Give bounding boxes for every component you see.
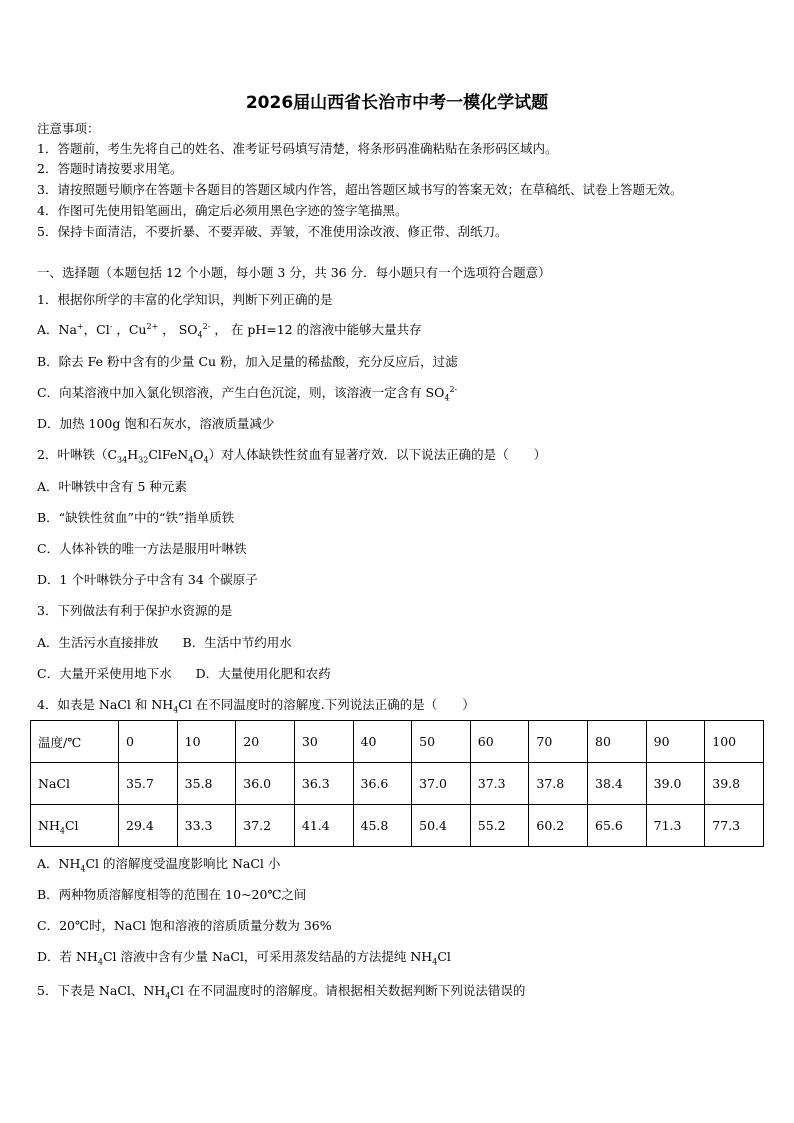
row-label-nacl: NaCl — [31, 763, 119, 805]
question-3-options-cd — [37, 666, 331, 682]
question-2-option-d: D．1 个叶啉铁分子中含有 34 个碳原子 — [37, 572, 258, 587]
table-cell: 70 — [529, 721, 588, 763]
page-title: 2026届山西省长治市中考一模化学试题 — [245, 93, 549, 113]
question-3-option-a: A．生活污水直接排放 — [37, 635, 159, 650]
table-row-temperature — [31, 721, 764, 763]
table-cell: 20 — [236, 721, 295, 763]
question-2-option-b: B．“缺铁性贫血”中的“铁”指单质铁 — [37, 510, 235, 525]
question-1-option-a: A．Na+，Cl- ，$Cu^{2+}$ ， $SO_4^{2-}$ ， 在 pH=12 的溶液中能够大量共存 — [37, 321, 422, 340]
question-1-option-d: D．加热 100g 饱和石灰水，溶液质量减少 — [37, 416, 275, 431]
table-cell: 36.0 — [236, 763, 295, 805]
table-cell: 37.2 — [236, 805, 295, 847]
table-cell: 80 — [588, 721, 647, 763]
question-1-option-b: B．除去 Fe 粉中含有的少量 Cu 粉，加入足量的稀盐酸，充分反应后，过滤 — [37, 354, 458, 369]
table-cell: 10 — [177, 721, 236, 763]
question-4-stem: 4．如表是 NaCl 和 $NH_4Cl$ 在不同温度时的溶解度.下列说法正确的是（ ） — [37, 697, 475, 715]
table-cell: 37.0 — [412, 763, 471, 805]
table-cell: 37.3 — [470, 763, 529, 805]
table-row-nacl — [31, 763, 764, 805]
table-cell: 60 — [470, 721, 529, 763]
question-3-option-b: B．生活中节约用水 — [182, 635, 292, 650]
table-cell: 41.4 — [294, 805, 353, 847]
table-cell: 71.3 — [646, 805, 705, 847]
question-2-option-a: A．叶啉铁中含有 5 种元素 — [37, 479, 187, 494]
question-4-option-d: D．若 $NH_4Cl$ 溶液中含有少量 NaCl，可采用蒸发结晶的方法提纯 $NH_4Cl$ — [37, 949, 451, 967]
table-cell: 30 — [294, 721, 353, 763]
solubility-table — [30, 720, 764, 847]
question-1-stem: 1．根据你所学的丰富的化学知识，判断下列正确的是 — [37, 292, 333, 307]
row-label-nh4cl: $NH_4Cl$ — [31, 805, 119, 847]
table-cell: 55.2 — [470, 805, 529, 847]
question-5-stem: 5．下表是 NaCl、$NH_4Cl$ 在不同温度时的溶解度。请根据相关数据判断下列说法错误的 — [37, 983, 526, 1001]
table-cell: 36.3 — [294, 763, 353, 805]
table-cell: 50.4 — [412, 805, 471, 847]
notice-heading: 注意事项： — [37, 121, 100, 136]
table-cell: 35.7 — [119, 763, 178, 805]
question-3-stem: 3．下列做法有利于保护水资源的是 — [37, 603, 233, 618]
table-cell: 50 — [412, 721, 471, 763]
question-3-option-c: C．大量开采使用地下水 — [37, 666, 172, 681]
table-header-label: 温度/℃ — [31, 721, 119, 763]
table-cell: 100 — [705, 721, 764, 763]
question-4-option-a: A．$NH_4Cl$ 的溶解度受温度影响比 NaCl 小 — [37, 856, 281, 874]
table-cell: 40 — [353, 721, 412, 763]
table-row-nh4cl — [31, 805, 764, 847]
question-4-option-b: B．两种物质溶解度相等的范围在 10~20℃之间 — [37, 887, 307, 902]
table-cell: 39.8 — [705, 763, 764, 805]
question-1-option-c: C．向某溶液中加入氯化钡溶液，产生白色沉淀，则，该溶液一定含有 $SO_4^{2-}$ — [37, 384, 458, 403]
question-3-options-ab — [37, 635, 292, 651]
question-3-option-d: D．大量使用化肥和农药 — [195, 666, 331, 681]
table-cell: 38.4 — [588, 763, 647, 805]
table-cell: 90 — [646, 721, 705, 763]
question-4-option-c: C．20℃时，NaCl 饱和溶液的溶质质量分数为 36% — [37, 918, 332, 933]
table-cell: 36.6 — [353, 763, 412, 805]
table-cell: 0 — [119, 721, 178, 763]
table-cell: 45.8 — [353, 805, 412, 847]
table-cell: 33.3 — [177, 805, 236, 847]
question-2-option-c: C．人体补铁的唯一方法是服用叶啉铁 — [37, 541, 247, 556]
table-cell: 37.8 — [529, 763, 588, 805]
notice-item-3: 3．请按照题号顺序在答题卡各题目的答题区域内作答，超出答题区域书写的答案无效；在草稿纸、试卷上答题无效。 — [37, 182, 683, 197]
table-cell: 39.0 — [646, 763, 705, 805]
notice-item-2: 2．答题时请按要求用笔。 — [37, 161, 183, 176]
notice-item-4: 4．作图可先使用铅笔画出，确定后必须用黑色字迹的签字笔描黑。 — [37, 203, 408, 218]
question-2-stem: 2．叶啉铁$(C_{34}H_{32}ClFeN_4O_4)$对人体缺铁性贫血有显著疗效．以下说法正确的是（ ） — [37, 447, 547, 465]
table-cell: 35.8 — [177, 763, 236, 805]
table-cell: 29.4 — [119, 805, 178, 847]
notice-item-1: 1．答题前，考生先将自己的姓名、准考证号码填写清楚，将条形码准确粘贴在条形码区域内。 — [37, 141, 558, 156]
table-cell: 65.6 — [588, 805, 647, 847]
table-cell: 77.3 — [705, 805, 764, 847]
notice-item-5: 5．保持卡面清洁，不要折暴、不要弄破、弄皱，不准使用涂改液、修正带、刮纸刀。 — [37, 224, 508, 239]
section-heading: 一、选择题（本题包括 12 个小题，每小题 3 分，共 36 分．每小题只有一个选项符合题意） — [37, 265, 551, 280]
table-cell: 60.2 — [529, 805, 588, 847]
